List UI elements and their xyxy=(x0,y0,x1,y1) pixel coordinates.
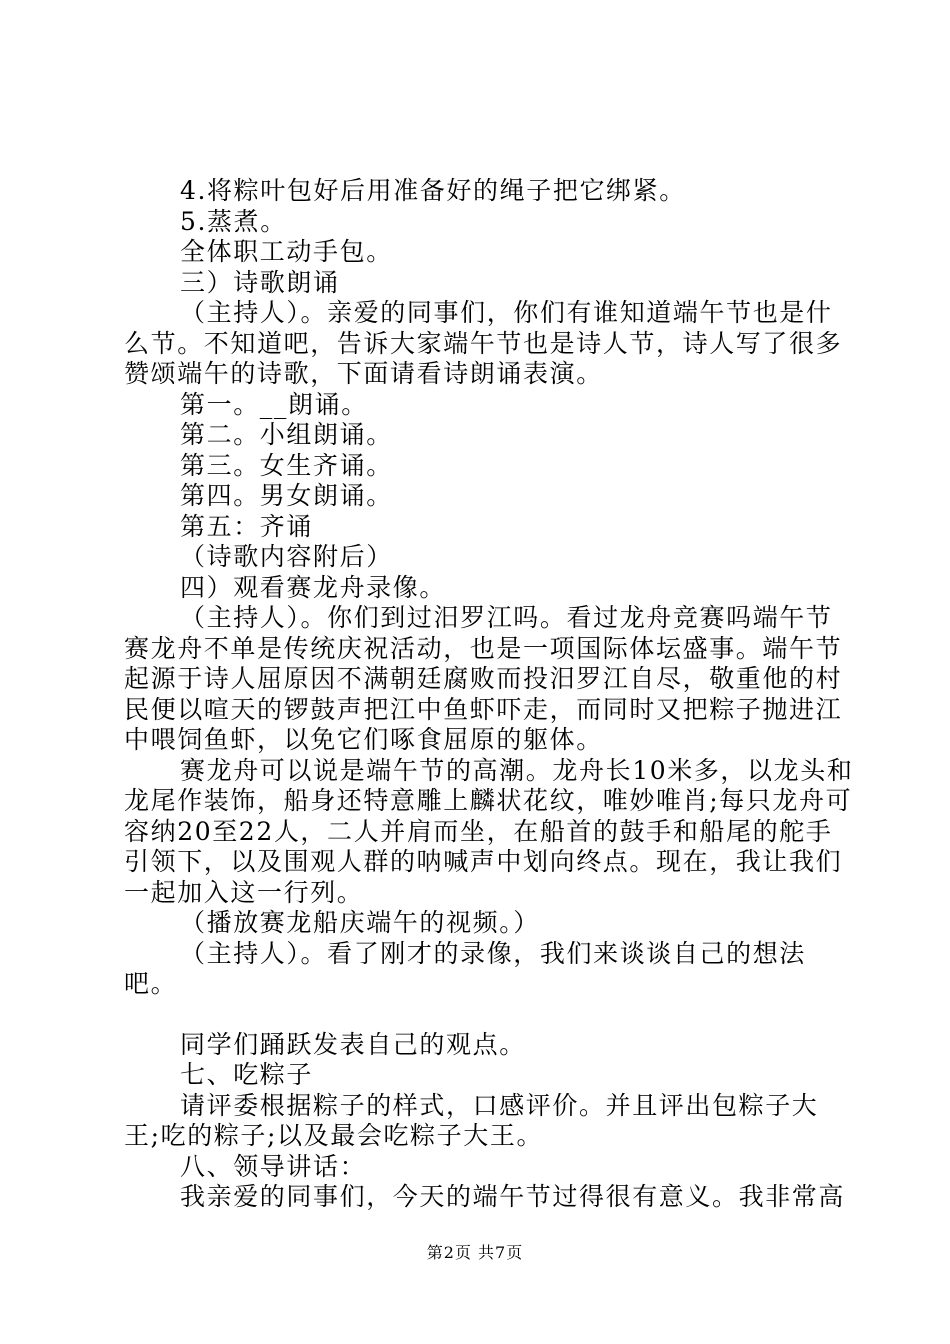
list-item-first: 第一。__朗诵。 xyxy=(180,389,368,419)
section-heading-leader-speech: 八、领导讲话： xyxy=(180,1151,367,1181)
paragraph-play-video: （播放赛龙船庆端午的视频。） xyxy=(180,908,540,937)
section-heading-poetry: 三）诗歌朗诵 xyxy=(180,267,340,297)
paragraph-host-discussion: （主持人）。看了刚才的录像，我们来谈谈自己的想法吧。 xyxy=(124,938,806,998)
paragraph-students-opinions: 同学们踊跃发表自己的观点。 xyxy=(180,1029,526,1059)
page-number-footer: 第2页 共7页 xyxy=(426,1243,524,1262)
list-item-fourth: 第四。男女朗诵。 xyxy=(180,481,393,510)
paragraph-step-5: 5.蒸煮。 xyxy=(180,206,287,236)
paragraph-host-poetry: （主持人）。亲爱的同事们，你们有谁知道端午节也是什么节。不知道吧，告诉大家端午节也是诗人节，诗人写了很多赞颂端午的诗歌，下面请看诗朗诵表演。 xyxy=(124,298,843,388)
paragraph-spacer xyxy=(124,1000,854,1030)
paragraph-all-staff: 全体职工动手包。 xyxy=(180,237,393,266)
paragraph-poem-note: （诗歌内容附后） xyxy=(180,542,393,571)
section-heading-dragon-boat: 四）观看赛龙舟录像。 xyxy=(180,572,447,602)
paragraph-judges: 请评委根据粽子的样式，口感评价。并且评出包粽子大王;吃的粽子;以及最会吃粽子大王。 xyxy=(124,1090,819,1150)
paragraph-host-dragon-boat: （主持人）。你们到过汨罗江吗。看过龙舟竞赛吗端午节赛龙舟不单是传统庆祝活动，也是一项国际体坛盛事。端午节起源于诗人屈原因不满朝廷腐败而投汨罗江自尽，敬重他的村民便以喧天的锣鼓声把江中鱼虾吓走，而同时又把粽子抛进江中喂饲鱼虾，以免它们啄食屈原的躯体。 xyxy=(124,603,843,754)
paragraph-step-4: 4.将粽叶包好后用准备好的绳子把它绑紧。 xyxy=(180,176,686,205)
paragraph-leader-speech: 我亲爱的同事们，今天的端午节过得很有意义。我非常高 xyxy=(180,1182,846,1211)
list-item-third: 第三。女生齐诵。 xyxy=(180,450,393,480)
document-body xyxy=(124,176,854,1213)
list-item-fifth: 第五：齐诵 xyxy=(180,511,314,541)
section-heading-eat-zongzi: 七、吃粽子 xyxy=(180,1060,314,1089)
list-item-second: 第二。小组朗诵。 xyxy=(180,420,393,449)
paragraph-dragon-boat-climax: 赛龙舟可以说是端午节的高潮。龙舟长10米多，以龙头和龙尾作装饰，船身还特意雕上麟状花纹，唯妙唯肖;每只龙舟可容纳20至22人，二人并肩而坐，在船首的鼓手和船尾的舵手引领下，以及围观人群的呐喊声中划向终点。现在，我让我们一起加入这一行列。 xyxy=(124,755,854,907)
